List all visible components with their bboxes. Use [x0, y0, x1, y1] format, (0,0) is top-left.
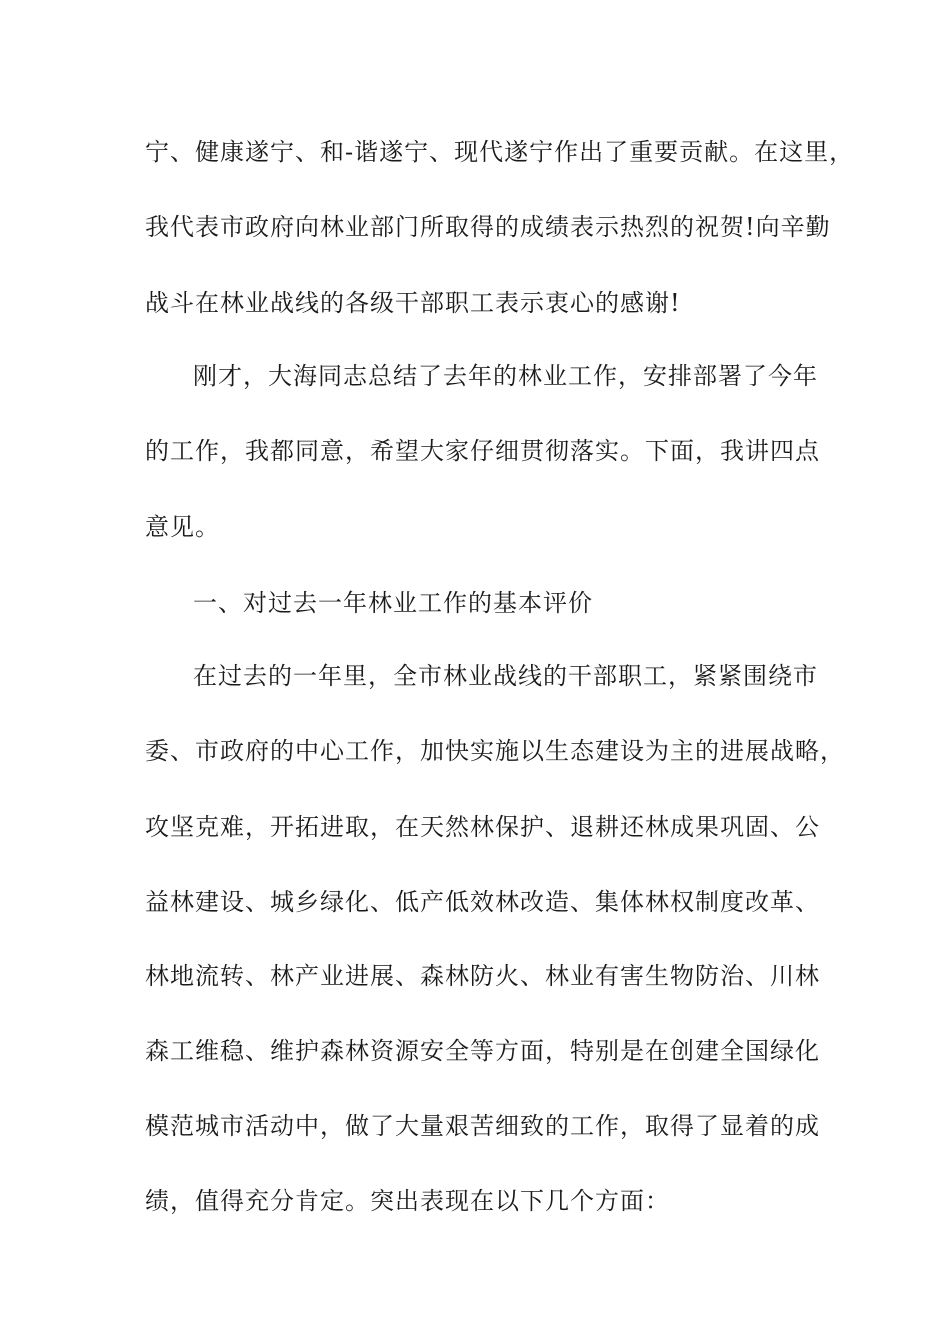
text-line: 我代表市政府向林业部门所取得的成绩表示热烈的祝贺!向辛勤 [145, 213, 831, 241]
text-line: 宁、健康遂宁、和-谐遂宁、现代遂宁作出了重要贡献。在这里， [145, 138, 855, 166]
section-heading: 一、对过去一年林业工作的基本评价 [193, 589, 593, 617]
text-line: 林地流转、林产业进展、森林防火、林业有害生物防治、川林 [145, 962, 820, 990]
text-line: 战斗在林业战线的各级干部职工表示衷心的感谢! [145, 289, 681, 317]
paragraph-first-line: 刚才，大海同志总结了去年的林业工作，安排部署了今年 [193, 362, 818, 390]
text-line: 模范城市活动中，做了大量艰苦细致的工作，取得了显着的成 [145, 1112, 820, 1140]
text-line: 益林建设、城乡绿化、低产低效林改造、集体林权制度改革、 [145, 888, 820, 916]
paragraph-first-line: 在过去的一年里，全市林业战线的干部职工，紧紧围绕市 [193, 662, 818, 690]
text-line: 意见。 [145, 513, 220, 541]
text-line: 的工作，我都同意，希望大家仔细贯彻落实。下面，我讲四点 [145, 437, 820, 465]
text-line: 攻坚克难，开拓进取，在天然林保护、退耕还林成果巩固、公 [145, 813, 820, 841]
text-line: 森工维稳、维护森林资源安全等方面，特别是在创建全国绿化 [145, 1037, 820, 1065]
text-line: 绩，值得充分肯定。突出表现在以下几个方面： [145, 1187, 670, 1215]
text-line: 委、市政府的中心工作，加快实施以生态建设为主的进展战略， [145, 737, 845, 765]
